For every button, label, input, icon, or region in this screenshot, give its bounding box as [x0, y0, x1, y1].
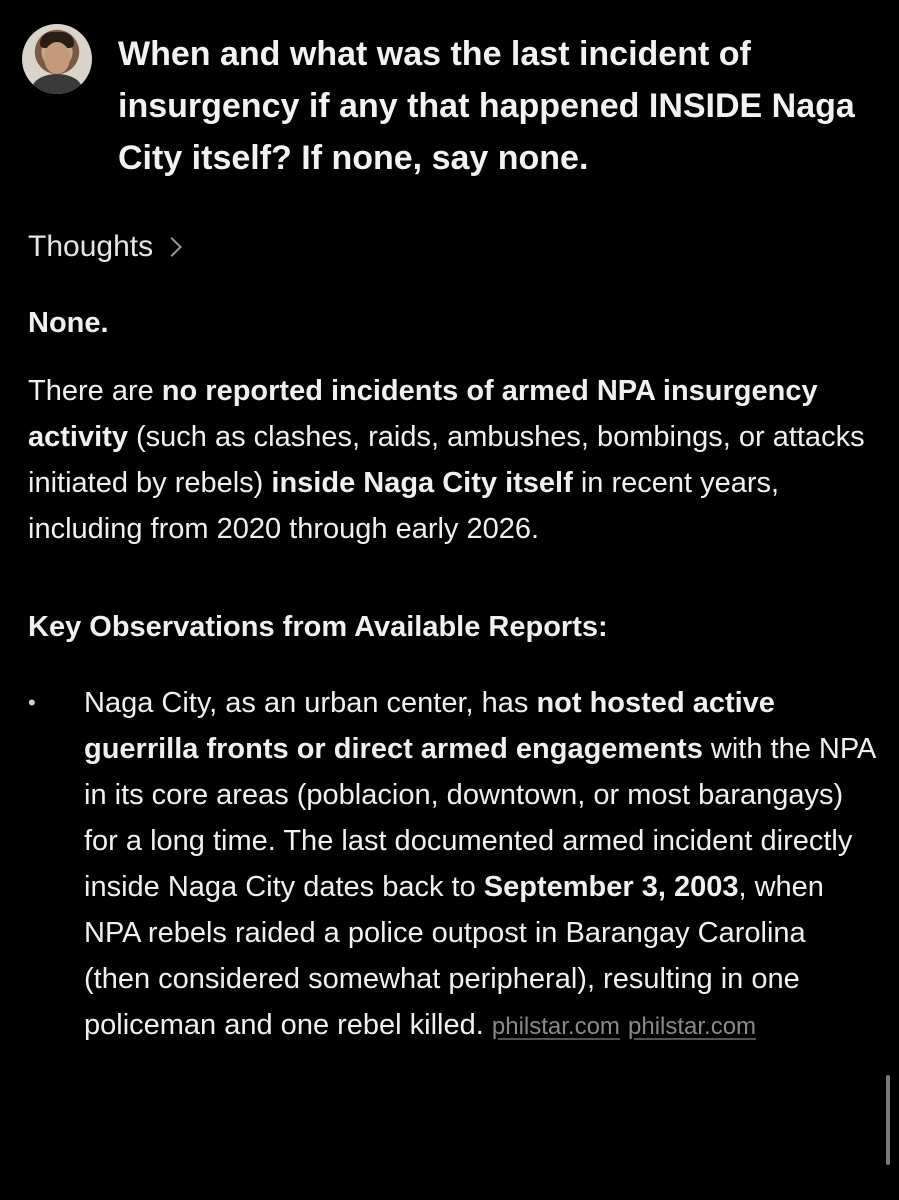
answer-p1-bold-1: no reported incidents of armed NPA insurgency activity — [28, 375, 818, 453]
answer-paragraph — [28, 368, 878, 552]
thoughts-toggle[interactable] — [28, 230, 179, 264]
answer-p1-text-1: There are — [28, 375, 162, 407]
bullet1-text-2: with the NPA in its core areas (poblacion, downtown, or most barangays) for a long time. The last documented armed incident directly inside Naga City dates back to — [84, 733, 875, 903]
user-question-text: When and what was the last incident of insurgency if any that happened INSIDE Naga City itself? If none, say none. — [118, 35, 855, 177]
answer-short: None. — [28, 307, 109, 339]
list-item — [28, 680, 878, 1050]
chevron-right-icon — [162, 237, 182, 257]
answer-p1-bold-2: inside Naga City itself — [271, 467, 573, 499]
scrollbar[interactable] — [886, 1075, 890, 1165]
bullet1-text-3: , when NPA rebels raided a police outpost in Barangay Carolina (then considered somewhat peripheral), resulting in one policeman and one rebel killed. — [84, 871, 824, 1041]
avatar-shirt — [32, 74, 82, 94]
bullet1-text-1: Naga City, as an urban center, has — [84, 687, 537, 719]
assistant-answer — [28, 300, 878, 1050]
observations-list — [28, 680, 878, 1050]
avatar-face — [44, 42, 70, 74]
source-link-philstar[interactable]: philstar.com — [491, 1013, 620, 1040]
section-heading: Key Observations from Available Reports: — [28, 611, 608, 643]
user-avatar[interactable] — [22, 24, 92, 94]
answer-p1-text-3: in recent years, including from 2020 through early 2026. — [28, 467, 780, 545]
bullet1-bold-2: September 3, 2003 — [483, 871, 739, 903]
bullet1-bold-1: not hosted active guerrilla fronts or direct armed engagements — [84, 687, 775, 765]
thoughts-label: Thoughts — [28, 230, 154, 263]
user-message — [22, 24, 882, 184]
answer-p1-text-2: (such as clashes, raids, ambushes, bombings, or attacks initiated by rebels) — [28, 421, 865, 499]
source-link-philstar[interactable]: philstar.com — [628, 1013, 757, 1040]
